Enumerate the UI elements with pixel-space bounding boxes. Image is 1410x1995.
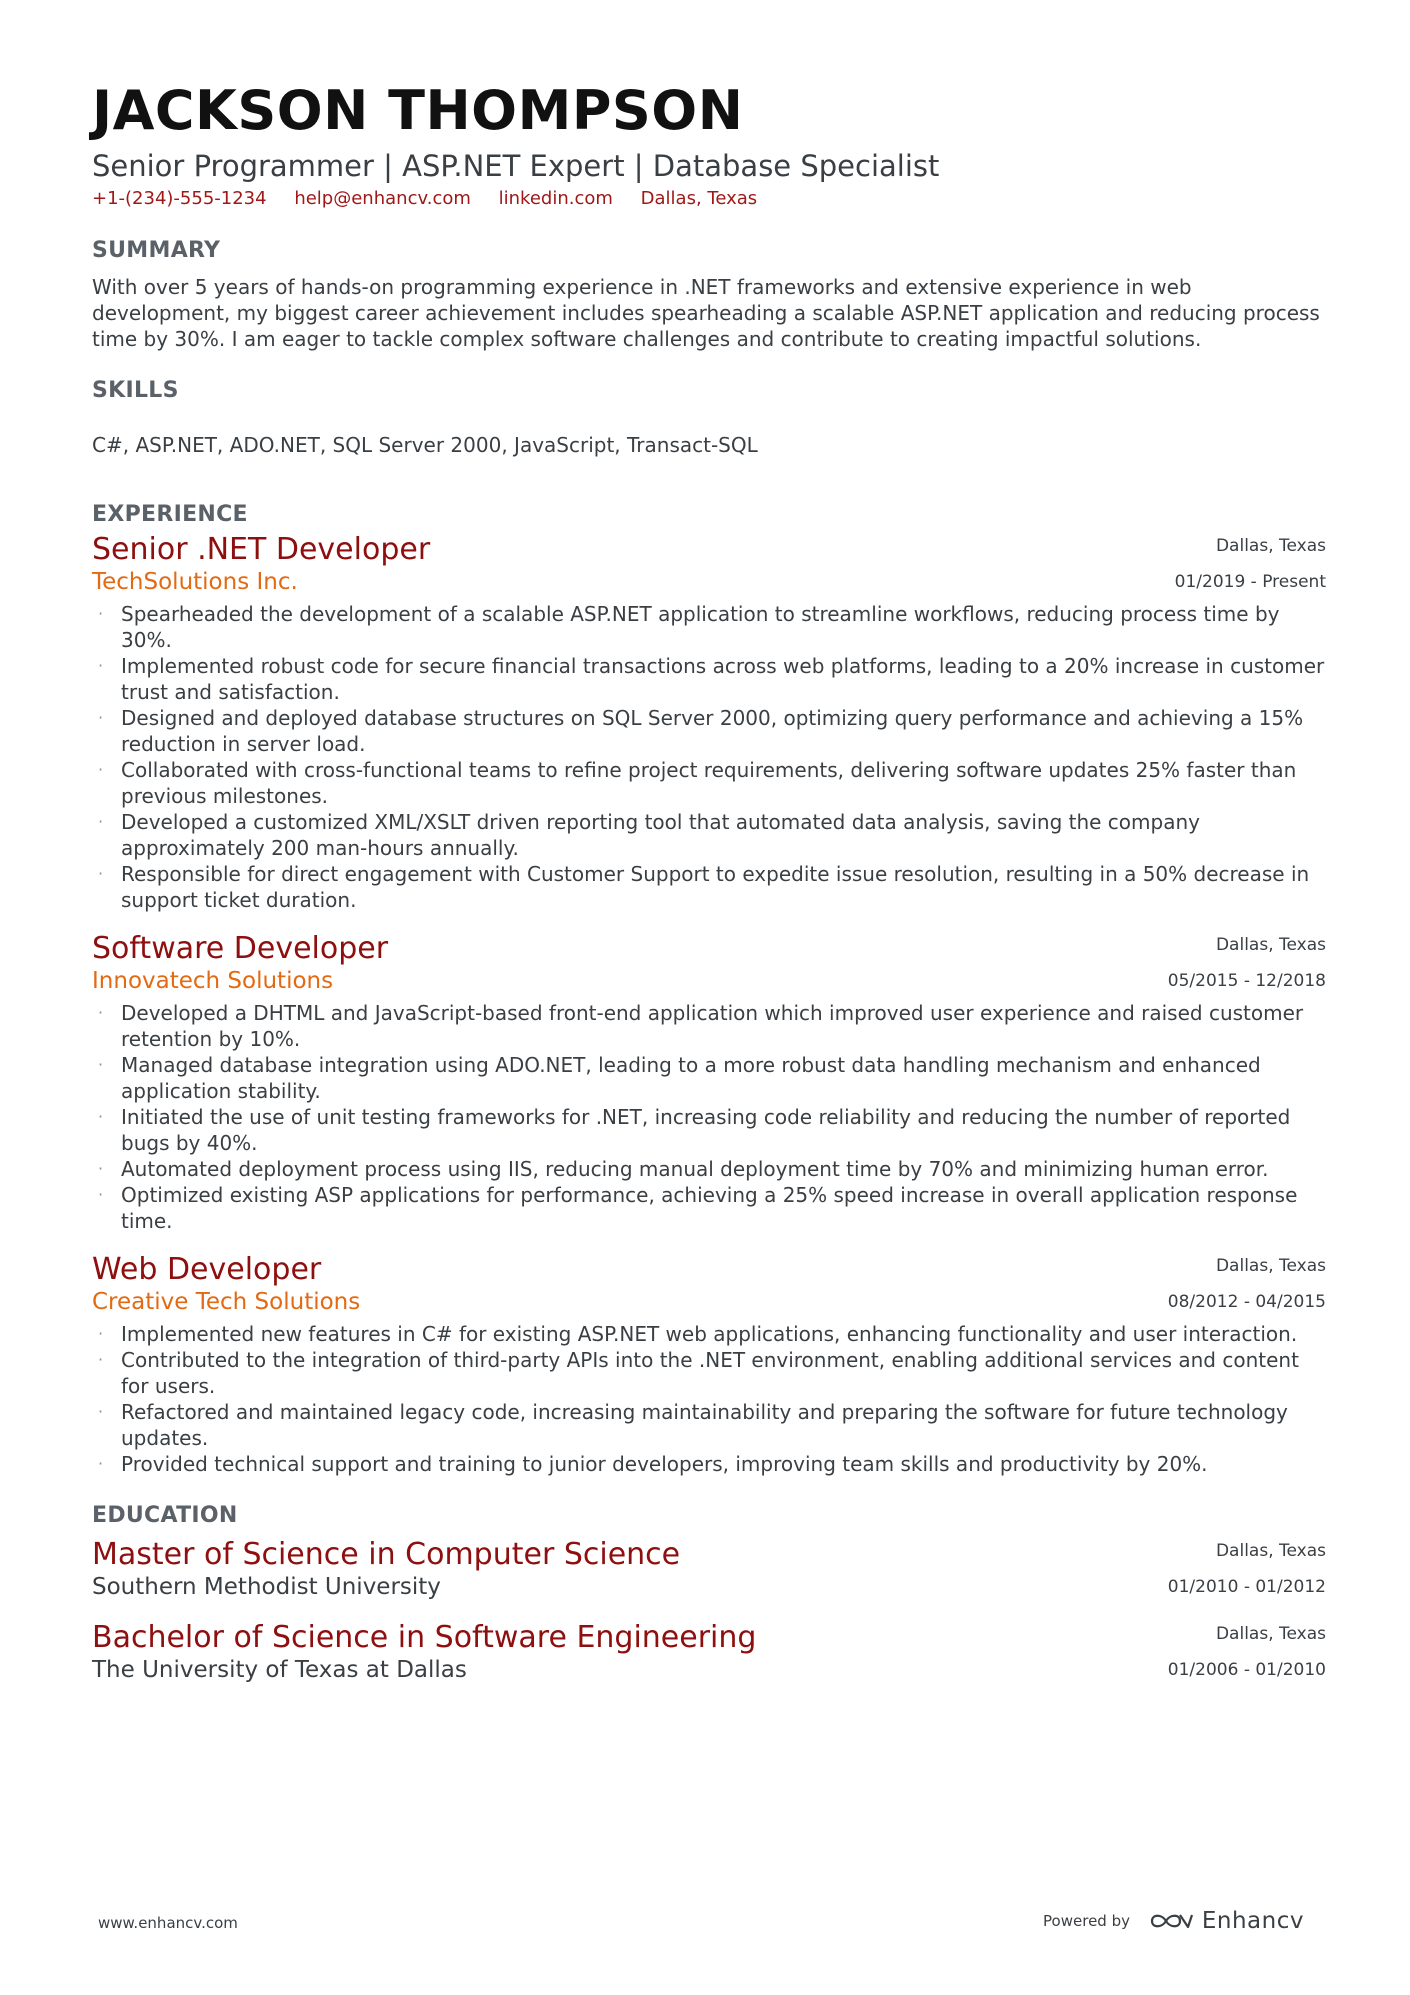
bullet-dot-icon: · [98,1454,104,1473]
job-company: Innovatech Solutions [92,968,334,994]
job-role: Senior .NET Developer [92,532,431,567]
contact-linkedin[interactable]: linkedin.com [498,188,613,209]
bullet-dot-icon: · [98,1185,104,1204]
bullet-item: · Implemented robust code for secure financial transactions across web platforms, leading to a 20% increase in customer trust and satisfaction. [98,654,1325,704]
contact-location: Dallas, Texas [640,188,758,209]
school-name: The University of Texas at Dallas [92,1657,467,1683]
experience-heading: EXPERIENCE [92,502,248,527]
job-location: Dallas, Texas [1215,935,1326,955]
bullet-item: · Automated deployment process using IIS, reducing manual deployment time by 70% and minimizing human error. [98,1157,1269,1181]
bullet-item: · Designed and deployed database structures on SQL Server 2000, optimizing query performance and achieving a 15% reduction in server load. [98,706,1304,756]
job-location: Dallas, Texas [1215,1256,1326,1276]
job-company: Creative Tech Solutions [92,1289,361,1315]
job-role: Web Developer [92,1252,322,1287]
job-bullets [92,601,1326,913]
education-entry [92,1537,1326,1602]
enhancv-logo-icon [1148,1909,1194,1933]
experience-entry-header [92,1252,1326,1317]
bullet-item: · Developed a DHTML and JavaScript-based front-end application which improved user experience and raised customer retention by 10%. [98,1001,1304,1051]
bullet-dot-icon: · [98,656,104,675]
bullet-dot-icon: · [98,864,104,883]
bullet-dot-icon: · [98,1055,104,1074]
degree-title: Master of Science in Computer Science [92,1537,681,1572]
bullet-item: · Refactored and maintained legacy code, increasing maintainability and preparing the software for future technology updates. [98,1400,1288,1450]
experience-section [92,500,1326,1477]
job-bullets [92,1000,1326,1234]
bullet-dot-icon: · [98,760,104,779]
education-section [92,1501,1326,1685]
experience-entry [92,1252,1326,1477]
experience-entry-header [92,532,1326,597]
bullet-item: · Developed a customized XML/XSLT driven reporting tool that automated data analysis, saving the company approximately 200 man-hours annually. [98,810,1200,860]
footer-url-link[interactable]: www.enhancv.com [98,1914,238,1932]
contact-phone[interactable]: +1-(234)-555-1234 [92,188,267,209]
bullet-item: · Initiated the use of unit testing frameworks for .NET, increasing code reliability and reducing the number of reported bugs by 40%. [98,1105,1291,1155]
education-heading: EDUCATION [92,1503,238,1528]
job-dates: 01/2019 - Present [1174,572,1326,592]
bullet-dot-icon: · [98,1402,104,1421]
experience-entry [92,532,1326,913]
brand-name: Enhancv [1201,1908,1304,1934]
job-dates: 05/2015 - 12/2018 [1167,971,1326,991]
candidate-name: JACKSON THOMPSON [92,79,744,142]
summary-heading: SUMMARY [92,238,221,263]
bullet-dot-icon: · [98,1003,104,1022]
education-location: Dallas, Texas [1215,1624,1326,1644]
powered-by-label: Powered by [1043,1912,1130,1930]
bullet-dot-icon: · [98,1324,104,1343]
bullet-item: · Responsible for direct engagement with Customer Support to expedite issue resolution, resulting in a 50% decrease in support ticket duration. [98,862,1310,912]
summary-text: With over 5 years of hands-on programming experience in .NET frameworks and extensive experience in web development, my biggest career achievement includes spearheading a scalable ASP.NET application and reducing process time by 30%. I am eager to tackle complex software challenges and contribute to creating impactful solutions. [92,275,1320,351]
bullet-dot-icon: · [98,708,104,727]
bullet-item: · Optimized existing ASP applications for performance, achieving a 25% speed increase in overall application response time. [98,1183,1298,1233]
bullet-dot-icon: · [98,812,104,831]
bullet-dot-icon: · [98,1159,104,1178]
skills-list: C#, ASP.NET, ADO.NET, SQL Server 2000, JavaScript, Transact-SQL [92,433,758,457]
bullet-dot-icon: · [98,604,104,623]
experience-entry-header [92,931,1326,996]
education-location: Dallas, Texas [1215,1541,1326,1561]
bullet-item: · Provided technical support and training to junior developers, improving team skills and productivity by 20%. [98,1452,1208,1476]
education-dates: 01/2006 - 01/2010 [1167,1660,1326,1680]
contact-email[interactable]: help@enhancv.com [294,188,471,209]
bullet-item: · Spearheaded the development of a scalable ASP.NET application to streamline workflows, reducing process time by 30%. [98,602,1280,652]
education-entry [92,1620,1326,1685]
summary-section [92,236,1326,352]
contact-line [92,186,1326,212]
candidate-title: Senior Programmer | ASP.NET Expert | Database Specialist [92,149,940,183]
job-location: Dallas, Texas [1215,536,1326,556]
resume-header [92,78,1326,212]
bullet-item: · Managed database integration using ADO.NET, leading to a more robust data handling mechanism and enhanced application stability. [98,1053,1261,1103]
school-name: Southern Methodist University [92,1574,441,1600]
job-dates: 08/2012 - 04/2015 [1167,1292,1326,1312]
page-footer [98,1908,1318,1938]
education-dates: 01/2010 - 01/2012 [1167,1577,1326,1597]
experience-entry [92,931,1326,1234]
bullet-dot-icon: · [98,1107,104,1126]
degree-title: Bachelor of Science in Software Engineering [92,1620,757,1655]
bullet-dot-icon: · [98,1350,104,1369]
job-bullets [92,1321,1326,1477]
skills-heading: SKILLS [92,378,179,403]
job-company: TechSolutions Inc. [92,569,298,595]
enhancv-logo[interactable] [1148,1908,1304,1934]
bullet-item: · Implemented new features in C# for existing ASP.NET web applications, enhancing functionality and user interaction. [98,1322,1298,1346]
bullet-item: · Contributed to the integration of third-party APIs into the .NET environment, enabling additional services and content for users. [98,1348,1299,1398]
resume-page [92,78,1326,1685]
skills-section [92,376,1326,458]
bullet-item: · Collaborated with cross-functional teams to refine project requirements, delivering software updates 25% faster than previous milestones. [98,758,1297,808]
job-role: Software Developer [92,931,389,966]
